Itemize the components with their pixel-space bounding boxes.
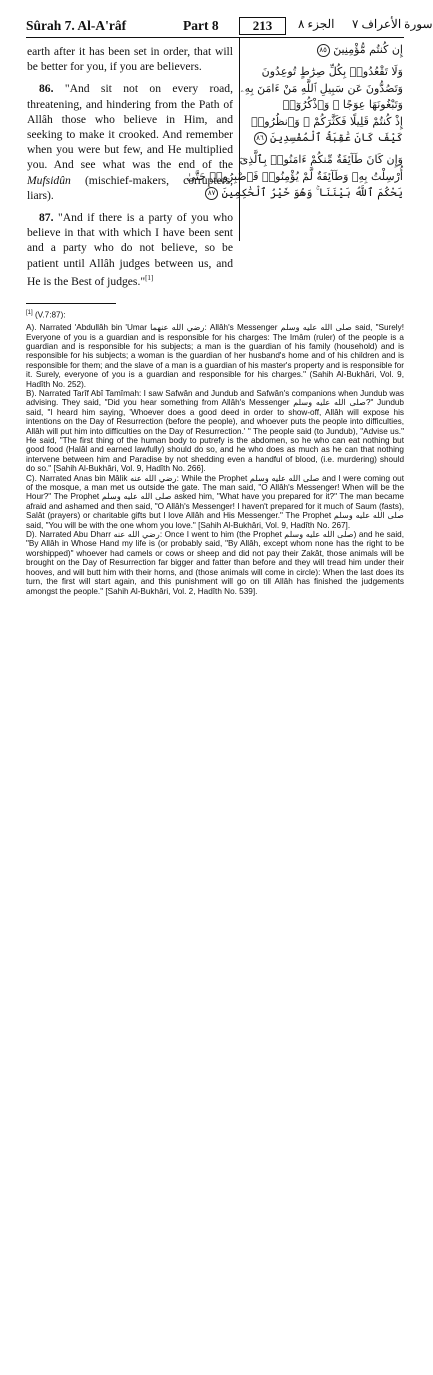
arabic-text <box>186 42 403 202</box>
arabic-line: إِن كُنتُم مُّؤْمِنِينَ ٨٥ <box>247 42 403 58</box>
column-divider <box>239 38 240 241</box>
part-label: Part 8 <box>183 18 219 33</box>
footnote-divider <box>26 303 116 304</box>
page-number: 213 <box>239 17 286 35</box>
arabic-line: وَتَصُدُّونَ عَن سَبِيلِ ٱللَّهِ مَنْ ءَامَنَ بِهِۦ <box>240 81 403 95</box>
footnote-heading <box>26 309 404 320</box>
verse-87 <box>27 210 233 289</box>
ayah-end-marker-icon: ٨٧ <box>205 187 218 200</box>
verse-85-continuation: earth after it has been set in order, that will be better for you, if you are believers. <box>27 45 233 74</box>
arabic-line: وَتَبْغُونَهَا عِوَجًا ۚ وَٱذْكُرُوٓا۟ <box>282 98 403 112</box>
ayah-end-marker-icon: ٨٥ <box>317 44 330 57</box>
verse-86-number: 86. <box>39 82 54 96</box>
verse-87-number: 87. <box>39 211 54 225</box>
verse-86-term: Mufsidûn <box>27 173 71 187</box>
verse-86-tail: (mischief-makers, corrupters, liars). <box>27 173 233 202</box>
english-translation <box>27 44 233 289</box>
arabic-part-label: الجزء ٨ <box>298 17 335 31</box>
page-header <box>26 17 433 37</box>
header-divider <box>26 37 404 38</box>
verse-87-text: "And if there is a party of you who believe in that with which I have been sent and a party who do not believe, so be patient until Allâh judges between us, and He is the Best of judges." <box>27 211 233 288</box>
surah-title: Sûrah 7. Al-A'râf <box>26 18 127 33</box>
hadith-paragraph-c: C). Narrated Anas bin Mâlik رضي الله عنه: While the Prophet صلى الله عليه وسلم and I were coming out of the mosque, a man met us outside the gate. The man said, "O Allâh's Messenger! When will be the Hour?" The Prophet صلى الله عليه وسلم asked him, "What have you prepared for it?" The man became afraid and ashamed and then said, "O Allâh's Messenger! I haven't prepared for it much of Saum (fasts), Salât (prayers) or charitable gifts but I love Allâh and His Messenger." The Prophet صلى الله عليه وسلم said, "You will be with the one whom you love." [Sahih Al-Bukhâri, Vol. 9, Hadîth No. 267]. <box>26 473 404 530</box>
arabic-line: يَحْكُمَ ٱللَّهُ بَيْنَنَا ۚ وَهُوَ خَيْرُ ٱلْحَٰكِمِينَ ٨٧ <box>247 185 403 201</box>
arabic-line: إِذْ كُنتُمْ قَلِيلًا فَكَثَّرَكُمْ ۖ وَٱنظُرُوا۟ <box>251 114 403 128</box>
ayah-end-marker-icon: ٨٦ <box>254 132 267 145</box>
arabic-surah-title: سورة الأعراف ٧ <box>352 17 433 31</box>
arabic-line: كَيْفَ كَانَ عَٰقِبَةُ ٱلْمُفْسِدِينَ ٨٦ <box>247 130 403 146</box>
footnote <box>26 307 404 596</box>
hadith-paragraph-d: D). Narrated Abu Dharr رضي الله عنه: Once I went to him (the Prophet صلى الله عليه وسلم) and he said, "By Allâh in Whose Hand my life is (or probably said, "By Allâh, except whom none has the right to be worshipped)" whoever had camels or cows or sheep and did not pay their Zakât, those animals will be brought on the Day of Resurrection far bigger and fatter than before and they will tread him under their hooves, and will butt him with their horns, and (those animals will come in circle): When the last does its turn, the first will start again, and this punishment will go on till Allâh has finished the judgements amongst the people." [Sahih Al-Bukhâri, Vol. 2, Hadîth No. 539]. <box>26 530 404 596</box>
arabic-line: وَإِن كَانَ طَآئِفَةٌ مِّنكُمْ ءَامَنُوا۟ بِٱلَّذِىٓ <box>239 153 403 167</box>
arabic-line: وَلَا تَقْعُدُوا۟ بِكُلِّ صِرَٰطٍ تُوعِدُونَ <box>261 65 403 79</box>
footnote-reference[interactable]: [1] <box>145 273 154 282</box>
hadith-paragraph-b: B). Narrated Tarîf Abî Tamîmah: I saw Safwân and Jundub and Safwân's companions when Jundub was advising. They said, "Did you hear something from Allâh's Messenger صلى الله عليه وسلم?" Jundub said, "I heard him saying, 'Whoever does a good deed in order to show-off, Allâh will expose his intentions on the Day of Resurrection (before the people), and whoever puts the people into difficulties, Allâh will put him into difficulties on the Day of Resurrection.' " The people said (to Jundub), "Advise us." He said, "The first thing of the human body to putrefy is the abdomen, so he who can eat nothing but good food (Halâl and earned lawfully) should do so, and he who does as much as he can that nothing intervene between him and Paradise by not shedding even a handful of blood, (i.e. murdering) should do so." [Sahih Al-Bukhâri, Vol. 9, Hadîth No. 266]. <box>26 388 404 474</box>
verse-86-text: "And sit not on every road, threatening, and hindering from the Path of Allâh those who believe in Him, and seeking to make it crooked. And remember when you were but few, and He multiplied you. And see what was the end of the <box>27 82 233 172</box>
footnote-mark: [1] <box>26 310 33 316</box>
hadith-paragraph-a: A). Narrated 'Abdullâh bin 'Umar رضي الله عنهما: Allâh's Messenger صلى الله عليه وسلم said, "Surely! Everyone of you is a guardian and is responsible for his charges: The Imâm (ruler) of the people is a guardian and is responsible for his subjects; a man is the guardian of his family (household) and is responsible for his subjects; a woman is the guardian of her husband's home and of his children and is responsible for them; and the slave of a man is a guardian of his master's property and is responsible for it. Surely, everyone of you is a guardian and responsible for his charges." (Sahih Al-Bukhâri, Vol. 9, Hadîth No. 252). <box>26 323 404 389</box>
arabic-line: أُرْسِلْتُ بِهِۦ وَطَآئِفَةٌ لَّمْ يُؤْمِنُوا۟ فَٱصْبِرُوا۟ حَتَّىٰ <box>186 169 403 183</box>
footnote-ref: (V.7:87): <box>34 310 66 320</box>
